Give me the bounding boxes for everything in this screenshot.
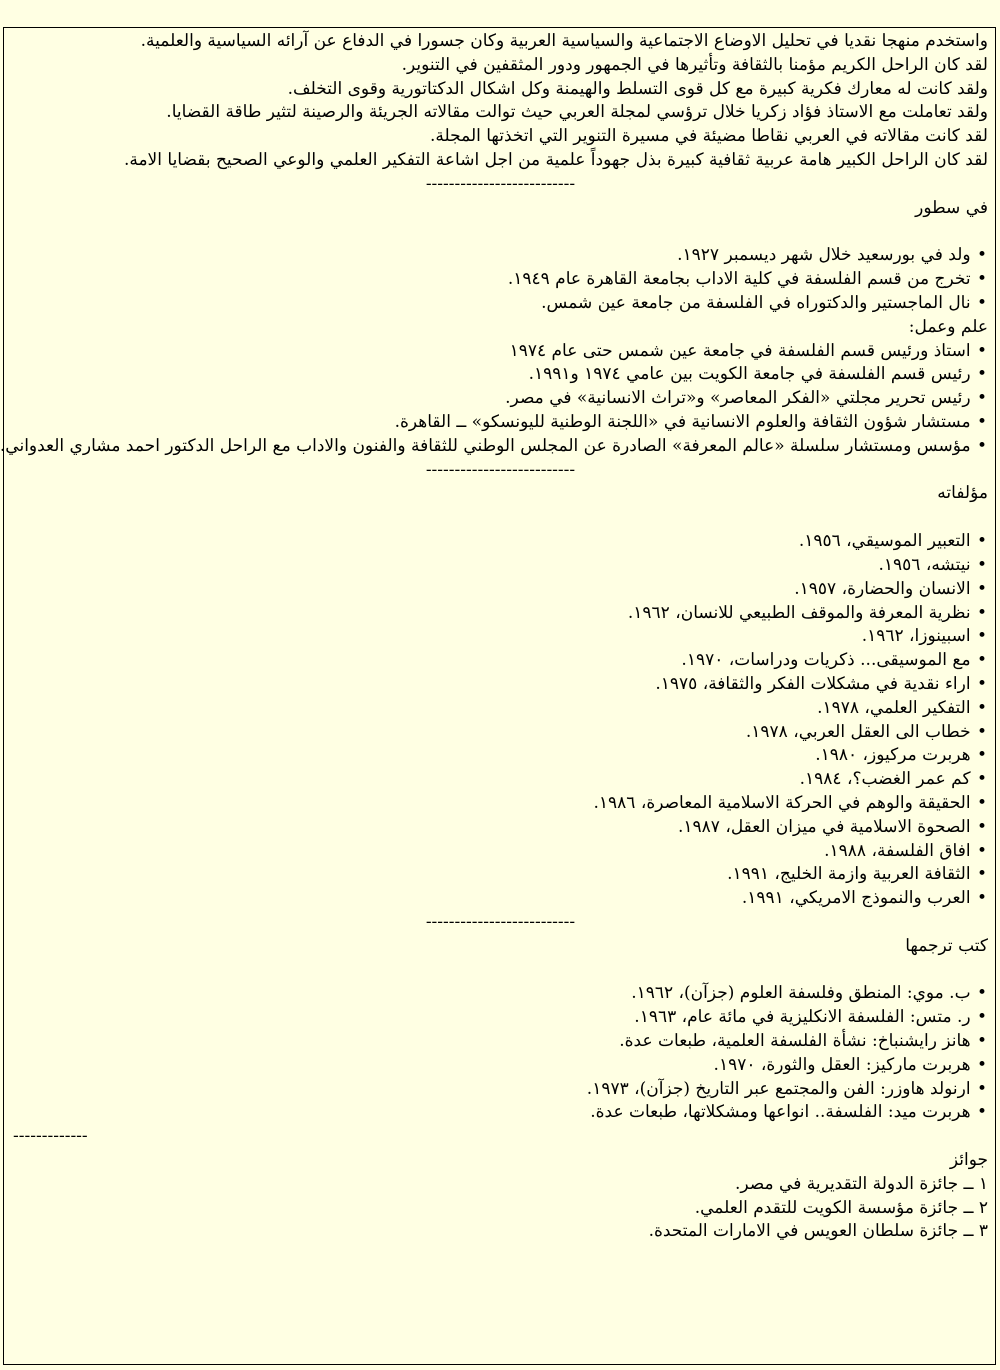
list-item: • هربرت ميد: الفلسفة.. انواعها ومشكلاتها، طبعات عدة. <box>13 1101 988 1125</box>
bullet-icon: • <box>976 816 988 837</box>
intro-paragraph: ولقد كانت له معارك فكرية كبيرة مع كل قوى التسلط والهيمنة وكل اشكال الدكتاتورية وقوى التخلف. <box>287 78 988 99</box>
bullet-icon: • <box>976 602 988 623</box>
bullet-icon: • <box>976 269 988 290</box>
bullet-icon: • <box>976 769 988 790</box>
intro-paragraph: لقد كانت مقالاته في العربي نقاطا مضيئة في مسيرة التنوير التي اتخذتها المجلة. <box>430 126 988 147</box>
work-list <box>0 340 988 459</box>
list-item: • اسبينوزا، ١٩٦٢. <box>13 625 988 649</box>
list-item: • التفكير العلمي، ١٩٧٨. <box>13 697 988 721</box>
list-item: • مع الموسيقى... ذكريات ودراسات، ١٩٧٠. <box>13 649 988 673</box>
document-body <box>0 30 988 1244</box>
list-item: • ب. موي: المنطق وفلسفة العلوم (جزآن)، ١٩٦٢. <box>13 982 988 1006</box>
bullet-icon: • <box>976 888 988 909</box>
list-item: • استاذ ورئيس قسم الفلسفة في جامعة عين شمس حتى عام ١٩٧٤ <box>13 340 988 364</box>
list-item: • رئيس تحرير مجلتي «الفكر المعاصر» و«تراث الانسانية» في مصر. <box>13 387 988 411</box>
list-item: • هانز رايشنباخ: نشأة الفلسفة العلمية، طبعات عدة. <box>13 1030 988 1054</box>
section-separator: ------------- <box>13 1126 88 1147</box>
bullet-icon: • <box>976 245 988 266</box>
list-item: • نظرية المعرفة والموقف الطبيعي للانسان، ١٩٦٢. <box>13 602 988 626</box>
list-item: • الصحوة الاسلامية في ميزان العقل، ١٩٨٧. <box>13 816 988 840</box>
intro-paragraph: لقد كان الراحل الكريم مؤمنا بالثقافة وتأثيرها في الجمهور ودور المثقفين في التنوير. <box>401 54 988 75</box>
list-item: • نال الماجستير والدكتوراه في الفلسفة من جامعة عين شمس. <box>13 292 988 316</box>
page-top-margin <box>0 0 1000 27</box>
list-item: • افاق الفلسفة، ١٩٨٨. <box>13 840 988 864</box>
bullet-icon: • <box>976 1102 988 1123</box>
bullet-icon: • <box>976 292 988 313</box>
list-item: • الثقافة العربية وازمة الخليج، ١٩٩١. <box>13 863 988 887</box>
list-item: • ارنولد هاوزر: الفن والمجتمع عبر التاريخ (جزآن)، ١٩٧٣. <box>13 1078 988 1102</box>
list-item: • العرب والنموذج الامريكي، ١٩٩١. <box>13 887 988 911</box>
bullet-icon: • <box>976 673 988 694</box>
list-item: • نيتشه، ١٩٥٦. <box>13 554 988 578</box>
works-list <box>13 530 988 911</box>
bullet-icon: • <box>976 531 988 552</box>
bullet-icon: • <box>976 745 988 766</box>
section-heading-awards: جوائز <box>949 1150 988 1171</box>
bullet-icon: • <box>976 1054 988 1075</box>
list-item: • كم عمر الغضب؟، ١٩٨٤. <box>13 768 988 792</box>
list-item: ٣ ــ جائزة سلطان العويس في الامارات المتحدة. <box>648 1221 988 1242</box>
bullet-icon: • <box>976 388 988 409</box>
bullet-icon: • <box>976 864 988 885</box>
intro-paragraph: ولقد تعاملت مع الاستاذ فؤاد زكريا خلال ترؤسي لمجلة العربي حيث توالت مقالاته الجريئة والرصينة لتثير طاقة القضايا. <box>166 102 988 123</box>
bullet-icon: • <box>976 1078 988 1099</box>
intro-paragraph: واستخدم منهجا نقديا في تحليل الاوضاع الاجتماعية والسياسية العربية وكان جسورا في الدفاع عن آرائه السياسية والعلمية. <box>140 31 988 51</box>
section-heading-lines: في سطور <box>915 197 988 218</box>
intro-paragraph: لقد كان الراحل الكبير هامة عربية ثقافية كبيرة بذل جهوداً علمية من اجل اشاعة التفكير العلمي والوعي الصحيح بقضايا الامة. <box>123 149 988 170</box>
awards-list <box>13 1173 988 1244</box>
bullet-icon: • <box>976 840 988 861</box>
section-heading-translations: كتب ترجمها <box>905 935 988 956</box>
list-item: • مستشار شؤون الثقافة والعلوم الانسانية في «اللجنة الوطنية لليونسكو» ــ القاهرة. <box>13 411 988 435</box>
bullet-icon: • <box>976 650 988 671</box>
list-item: • الانسان والحضارة، ١٩٥٧. <box>13 578 988 602</box>
section-separator: -------------------------- <box>425 911 576 932</box>
list-item: ٢ ــ جائزة مؤسسة الكويت للتقدم العلمي. <box>694 1197 988 1218</box>
list-item: • خطاب الى العقل العربي، ١٩٧٨. <box>13 721 988 745</box>
bullet-icon: • <box>976 435 988 456</box>
biography-list <box>13 244 988 315</box>
section-separator: -------------------------- <box>425 459 576 480</box>
bullet-icon: • <box>976 364 988 385</box>
list-item: • اراء نقدية في مشكلات الفكر والثقافة، ١٩٧٥. <box>13 673 988 697</box>
section-heading-works: مؤلفاته <box>937 483 988 504</box>
bullet-icon: • <box>976 626 988 647</box>
list-item: • الحقيقة والوهم في الحركة الاسلامية المعاصرة، ١٩٨٦. <box>13 792 988 816</box>
list-item: • تخرج من قسم الفلسفة في كلية الاداب بجامعة القاهرة عام ١٩٤٩. <box>13 268 988 292</box>
list-item: • هربرت مركيوز، ١٩٨٠. <box>13 744 988 768</box>
bullet-icon: • <box>976 340 988 361</box>
bullet-icon: • <box>976 1031 988 1052</box>
bullet-icon: • <box>976 721 988 742</box>
bullet-icon: • <box>976 554 988 575</box>
bullet-icon: • <box>976 1007 988 1028</box>
bullet-icon: • <box>976 697 988 718</box>
translations-list <box>13 982 988 1125</box>
list-item: • رئيس قسم الفلسفة في جامعة الكويت بين عامي ١٩٧٤ و١٩٩١. <box>13 363 988 387</box>
subheading-work: علم وعمل: <box>908 316 988 337</box>
bullet-icon: • <box>976 411 988 432</box>
list-item: • ر. متس: الفلسفة الانكليزية في مائة عام، ١٩٦٣. <box>13 1006 988 1030</box>
list-item: • مؤسس ومستشار سلسلة «عالم المعرفة» الصادرة عن المجلس الوطني للثقافة والفنون والاداب مع الراحل الدكتور احمد مشاري العدواني. <box>13 435 988 459</box>
section-separator: -------------------------- <box>425 173 576 194</box>
list-item: ١ ــ جائزة الدولة التقديرية في مصر. <box>734 1173 988 1194</box>
bullet-icon: • <box>976 578 988 599</box>
bullet-icon: • <box>976 792 988 813</box>
bullet-icon: • <box>976 983 988 1004</box>
list-item: • هربرت ماركيز: العقل والثورة، ١٩٧٠. <box>13 1054 988 1078</box>
list-item: • التعبير الموسيقي، ١٩٥٦. <box>13 530 988 554</box>
list-item: • ولد في بورسعيد خلال شهر ديسمبر ١٩٢٧. <box>13 244 988 268</box>
